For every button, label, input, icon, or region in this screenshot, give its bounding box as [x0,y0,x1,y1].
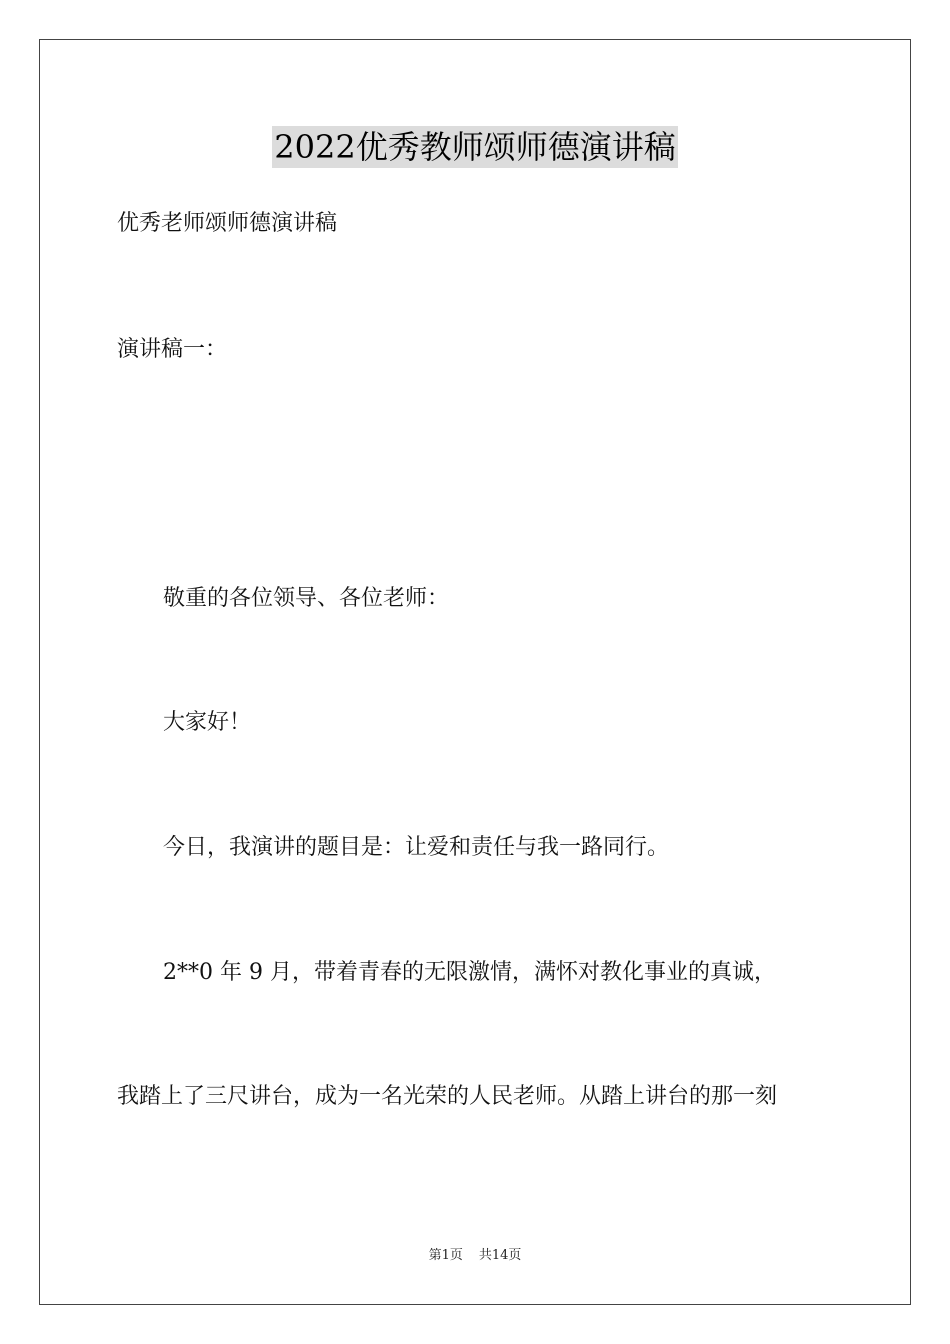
page-total: 共14页 [478,1248,522,1263]
page-number: 第1页 [428,1248,463,1263]
salutation-line: 敬重的各位领导、各位老师： [163,586,450,611]
greeting-line: 大家好！ [163,710,252,735]
paragraph-line: 2**0 年 9 月，带着青春的无限激情，满怀对教化事业的真诚， [163,960,776,985]
document-title: 2022优秀教师颂师德演讲稿 [274,128,676,166]
section-heading: 演讲稿一： [117,337,228,362]
subtitle-line: 优秀老师颂师德演讲稿 [117,211,338,236]
page-footer [0,1247,950,1265]
paragraph-line: 我踏上了三尺讲台，成为一名光荣的人民老师。从踏上讲台的那一刻 [117,1084,778,1109]
paragraph-line: 今日，我演讲的题目是：让爱和责任与我一路同行。 [163,835,670,860]
title-container [0,126,950,168]
